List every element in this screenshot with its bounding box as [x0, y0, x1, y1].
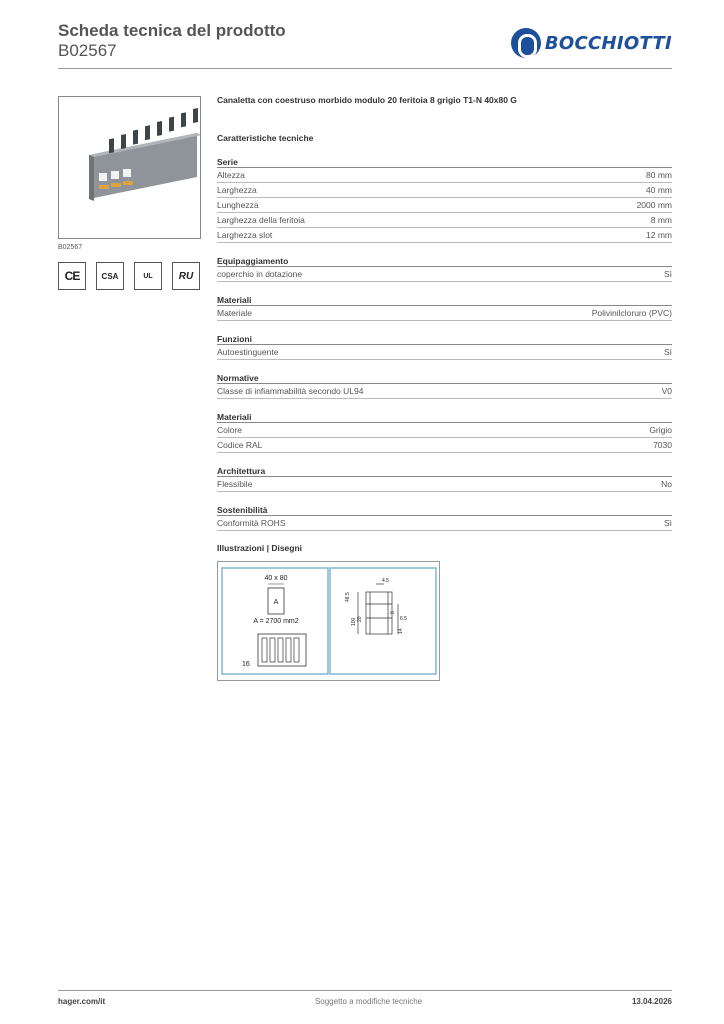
spec-value: 12 mm: [646, 230, 672, 240]
spec-subheading: Caratteristiche tecniche: [217, 133, 314, 143]
section-title: Serie: [217, 156, 672, 168]
spec-label: Larghezza: [217, 185, 257, 195]
spec-label: Codice RAL: [217, 440, 263, 450]
spec-section: [217, 372, 672, 399]
dim-label: 4.5: [382, 578, 389, 584]
brand-logo-icon: [511, 28, 541, 58]
spec-label: Autoestinguente: [217, 347, 279, 357]
technical-drawing: [217, 561, 440, 681]
spec-row: [217, 477, 672, 492]
spec-section: [217, 333, 672, 360]
spec-section: [217, 255, 672, 282]
spec-value: V0: [661, 386, 672, 396]
spec-row: [217, 267, 672, 282]
spec-row: [217, 198, 672, 213]
footer-date: 13.04.2026: [631, 997, 672, 1006]
section-title: Funzioni: [217, 333, 672, 345]
spec-value: Grigio: [649, 425, 672, 435]
spec-value: 80 mm: [646, 170, 672, 180]
brand-logo: [511, 28, 672, 58]
spec-row: [217, 438, 672, 453]
spec-row: [217, 168, 672, 183]
spec-section: [217, 465, 672, 492]
spec-content: [217, 94, 672, 681]
section-title: Sostenibilità: [217, 504, 672, 516]
dim-label: 8: [390, 611, 396, 614]
spec-label: Colore: [217, 425, 243, 435]
footer-notice: Soggetto a modifiche tecniche: [314, 997, 423, 1006]
spec-label: coperchio in dotazione: [217, 269, 303, 279]
product-image: [58, 96, 201, 239]
spec-value: 8 mm: [650, 215, 672, 225]
footer-divider: [58, 990, 672, 991]
drawing-slot-label: 16: [242, 661, 250, 668]
spec-value: 2000 mm: [636, 200, 672, 210]
spec-section: [217, 411, 672, 453]
drawing-size-label: 40 x 80: [264, 575, 288, 582]
spec-value: 40 mm: [646, 185, 672, 195]
page-title: Scheda tecnica del prodotto: [58, 21, 286, 40]
spec-value: Sì: [663, 269, 672, 279]
dim-label: 14: [398, 628, 404, 634]
ul-mark-icon: UL: [134, 262, 162, 290]
brand-name: BOCCHIOTTI: [544, 32, 672, 54]
spec-row: [217, 345, 672, 360]
certification-marks: [58, 262, 200, 290]
spec-label: Larghezza della feritoia: [217, 215, 305, 225]
spec-row: [217, 516, 672, 531]
dim-label: 6.5: [400, 616, 407, 622]
spec-row: [217, 306, 672, 321]
spec-section: [217, 294, 672, 321]
section-title: Materiali: [217, 411, 672, 423]
spec-value: Polivinilcloruro (PVC): [591, 308, 672, 318]
header-divider: [58, 68, 672, 69]
section-title: Equipaggiamento: [217, 255, 672, 267]
ce-mark-icon: CE: [58, 262, 86, 290]
spec-value: 7030: [653, 440, 672, 450]
spec-label: Conformità ROHS: [217, 518, 286, 528]
dim-label: 48.5: [345, 592, 351, 602]
dim-label: 20: [357, 616, 363, 622]
drawing-area-letter: A: [273, 599, 279, 606]
spec-row: [217, 423, 672, 438]
section-title: Normative: [217, 372, 672, 384]
image-caption: B02567: [58, 244, 83, 251]
csa-mark-icon: CSA: [96, 262, 124, 290]
footer-website: hager.com/it: [58, 997, 106, 1006]
page-footer: [58, 997, 672, 1006]
spec-label: Lunghezza: [217, 200, 259, 210]
spec-row: [217, 384, 672, 399]
spec-label: Altezza: [217, 170, 245, 180]
illustrations-title: Illustrazioni | Disegni: [217, 543, 303, 553]
spec-value: Sì: [663, 518, 672, 528]
section-title: Architettura: [217, 465, 672, 477]
spec-row: [217, 228, 672, 243]
drawing-area-value: A = 2700 mm2: [253, 618, 299, 625]
spec-section: [217, 504, 672, 531]
spec-row: [217, 183, 672, 198]
spec-row: [217, 213, 672, 228]
spec-label: Flessibile: [217, 479, 253, 489]
spec-value: Sì: [663, 347, 672, 357]
spec-label: Larghezza slot: [217, 230, 273, 240]
product-title: Canaletta con coestruso morbido modulo 20 feritoia 8 grigio T1-N 40x80 G: [217, 95, 517, 105]
spec-section: [217, 156, 672, 243]
ru-mark-icon: RU: [172, 262, 200, 290]
spec-value: No: [661, 479, 672, 489]
spec-label: Classe di infiammabilità secondo UL94: [217, 386, 364, 396]
dim-label: 100: [351, 617, 357, 626]
product-code: B02567: [58, 41, 117, 60]
section-title: Materiali: [217, 294, 672, 306]
spec-label: Materiale: [217, 308, 252, 318]
